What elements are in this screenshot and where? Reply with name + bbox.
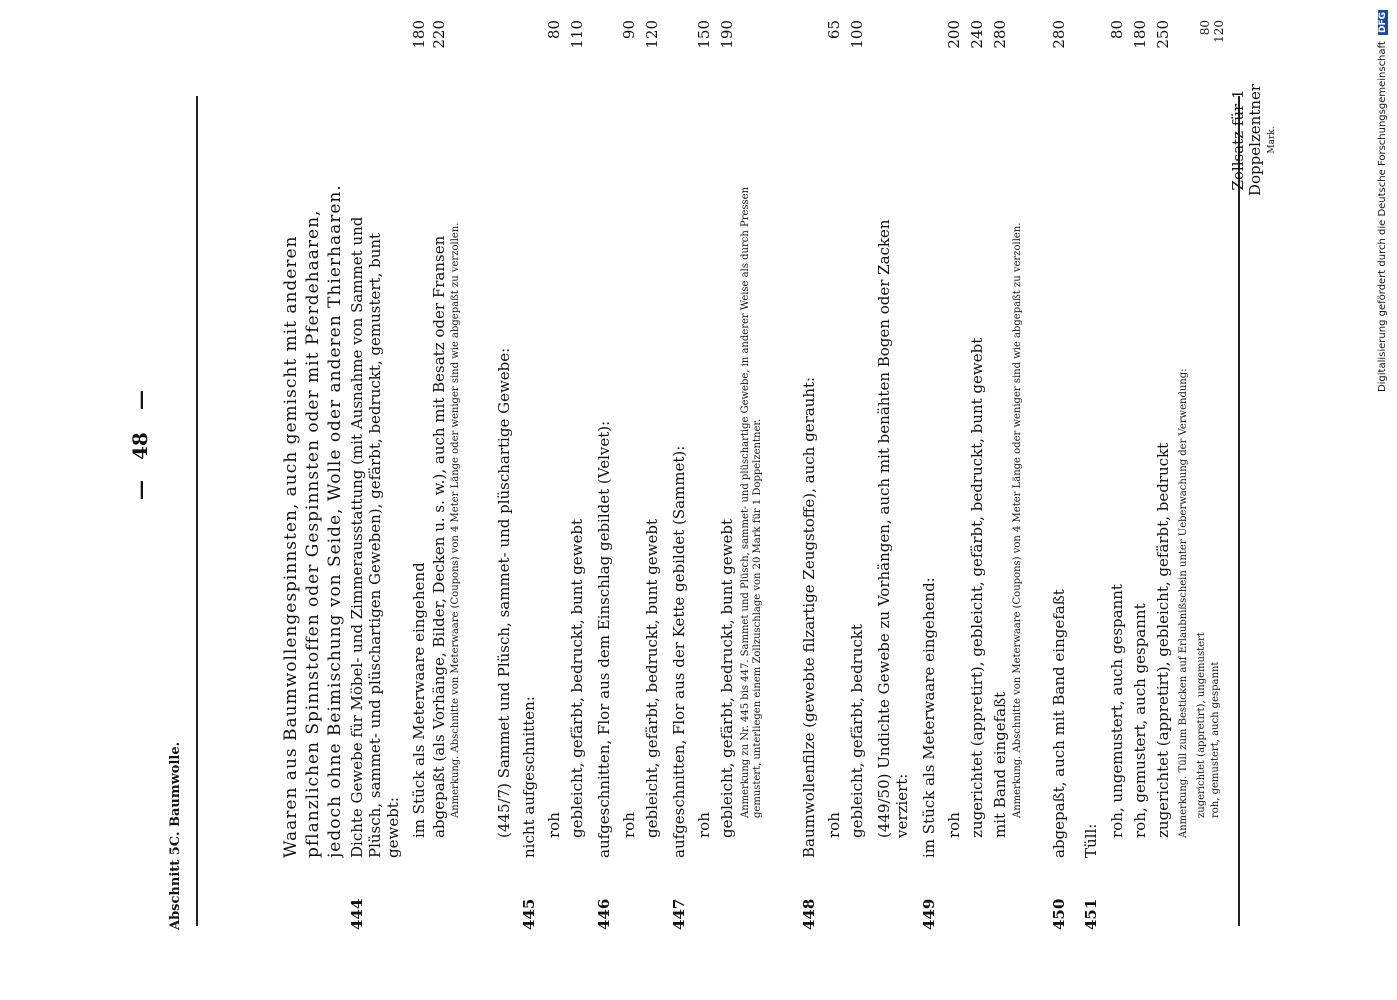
tariff-description: roh xyxy=(620,812,638,838)
dfg-logo: DFG xyxy=(1378,12,1388,34)
tariff-description: roh xyxy=(545,812,563,838)
tariff-rate: 280 xyxy=(991,20,1009,49)
tariff-number: 451 xyxy=(1082,898,1100,930)
rate-column-header xyxy=(1230,80,1281,200)
tariff-rate: 80 xyxy=(1198,20,1212,36)
tariff-rate: 80 xyxy=(1108,20,1126,40)
tariff-rate: 110 xyxy=(568,20,586,49)
tariff-rate: 150 xyxy=(695,20,713,49)
tariff-rate: 80 xyxy=(545,20,563,40)
list-item xyxy=(280,70,346,930)
tariff-description: aufgeschnitten, Flor aus dem Einschlag gebildet (Velvet): xyxy=(595,420,613,858)
tariff-rate: 120 xyxy=(643,20,661,49)
list-item xyxy=(1012,70,1038,930)
tariff-number: 444 xyxy=(348,898,366,930)
annotation-note: Anmerkung zu Nr. 445 bis 447. Sammet und Plüsch, sammet- und plüschartige Gewebe, in anderer Weise als durch Pressen gemustert, unterliegen einem Zollzuschlage von 20 Mark für 1 Doppelzentner. xyxy=(740,186,763,818)
tariff-number: 450 xyxy=(1050,898,1068,930)
tariff-description: nicht aufgeschnitten: xyxy=(520,696,538,858)
tariff-number: 448 xyxy=(800,898,818,930)
group-heading: (449/50) Undichte Gewebe zu Vorhängen, auch mit benähten Bogen oder Zacken verziert: xyxy=(875,219,911,838)
page-number-dash-left: — xyxy=(128,480,152,500)
tariff-description: gebleicht, gefärbt, bedruckt, bunt gewebt xyxy=(718,519,736,838)
group-heading: (445/7) Sammet und Plüsch, sammet- und plüschartige Gewebe: xyxy=(495,347,513,838)
tariff-description: Dichte Gewebe für Möbel- und Zimmerausstattung (mit Ausnahme von Sammet und Plüsch, sammet- und plüschartigen Geweben), gefärbt, bedruckt, gemustert, bunt gewebt: xyxy=(348,216,402,858)
tariff-description: abgepaßt, auch mit Band eingefaßt xyxy=(1050,589,1068,858)
tariff-description: zugerichtet (appretirt), gebleicht, gefärbt, bedruckt, bunt gewebt xyxy=(968,337,986,838)
tariff-rate: 220 xyxy=(430,20,448,49)
annotation-note: Anmerkung. Abschnitte von Meterwaare (Coupons) von 4 Meter Länge oder weniger sind wie abgepaßt zu verzollen. xyxy=(450,222,461,818)
tariff-description: mit Band eingefaßt xyxy=(991,691,1009,838)
digitization-credit xyxy=(1377,10,1391,450)
tariff-rate: 65 xyxy=(825,20,843,40)
page-header xyxy=(128,50,192,930)
tariff-rate: 100 xyxy=(848,20,866,49)
section-title: Abschnitt 5C. Baumwolle. xyxy=(168,741,183,930)
tariff-rate: 200 xyxy=(945,20,963,49)
tariff-rate: 250 xyxy=(1154,20,1172,49)
chapter-heading: Waaren aus Baumwollengespinnsten, auch gemischt mit anderen pflanzlichen Spinnstoffen oder Gespinnsten oder mit Pferdehaaren, jedoch ohne Beimischung von Seide, Wolle oder anderen Thierhaaren. xyxy=(281,184,345,858)
tariff-rate: 180 xyxy=(410,20,428,49)
tariff-description: im Stück als Meterwaare eingehend xyxy=(410,562,428,838)
tariff-description: roh xyxy=(945,812,963,838)
tariff-description: gebleicht, gefärbt, bedruckt, bunt gewebt xyxy=(643,519,661,838)
tariff-description: Tüll: xyxy=(1082,823,1100,858)
rate-column-unit: Mark. xyxy=(1267,126,1277,154)
rate-column-title: Zollsatz für 1 Doppelzentner xyxy=(1229,83,1264,197)
tariff-description: aufgeschnitten, Flor aus der Kette gebildet (Sammet): xyxy=(670,445,688,858)
tariff-rate: 180 xyxy=(1131,20,1149,49)
page-number: 48 xyxy=(128,432,152,460)
top-rule xyxy=(196,96,198,926)
tariff-number: 447 xyxy=(670,898,688,930)
tariff-rate: 280 xyxy=(1050,20,1068,49)
tariff-row-444 xyxy=(348,70,404,930)
tariff-description: gebleicht, gefärbt, bedruckt xyxy=(848,624,866,838)
tariff-description: Baumwollenfilze (gewebte filzartige Zeugstoffe), auch gerauht: xyxy=(800,376,818,858)
tariff-rate: 120 xyxy=(1212,20,1226,43)
tariff-description: roh, ungemustert, auch gespannt xyxy=(1108,584,1126,838)
tariff-number: 446 xyxy=(595,898,613,930)
tariff-description: roh xyxy=(825,812,843,838)
tariff-rate: 90 xyxy=(620,20,638,40)
tariff-description: abgepaßt (als Vorhänge, Bilder, Decken u. s. w.), auch mit Besatz oder Fransen xyxy=(430,235,448,838)
tariff-number: 445 xyxy=(520,898,538,930)
tariff-description: roh xyxy=(695,812,713,838)
annotation-note: Anmerkung. Tüll zum Besticken auf Erlaubnißschein unter Ueberwachung der Verwendung: xyxy=(1178,368,1189,838)
list-item xyxy=(875,70,913,930)
tariff-description: gebleicht, gefärbt, bedruckt, bunt gewebt xyxy=(568,519,586,838)
list-item xyxy=(450,70,476,930)
rate-column-rule xyxy=(1238,96,1240,926)
tariff-description: roh, gemustert, auch gespannt xyxy=(1131,603,1149,838)
credit-text: Digitalisierung gefördert durch die Deutsche Forschungsgemeinschaft xyxy=(1377,41,1388,393)
tariff-number: 449 xyxy=(920,898,938,930)
tariff-rate: 240 xyxy=(968,20,986,49)
tariff-description: im Stück als Meterwaare eingehend: xyxy=(920,577,938,858)
tariff-description: zugerichtet (appretirt), gebleicht, gefärbt, bedruckt xyxy=(1154,442,1172,838)
tariff-description: zugerichtet (appretirt), ungemustert xyxy=(1196,632,1207,818)
annotation-note: Anmerkung. Abschnitte von Meterwaare (Coupons) von 4 Meter Länge oder weniger sind wie abgepaßt zu verzollen. xyxy=(1012,222,1023,818)
list-item xyxy=(740,70,780,930)
tariff-description: roh, gemustert, auch gespannt xyxy=(1210,661,1221,818)
page-number-dash-right: — xyxy=(128,390,152,410)
tariff-rate: 190 xyxy=(718,20,736,49)
